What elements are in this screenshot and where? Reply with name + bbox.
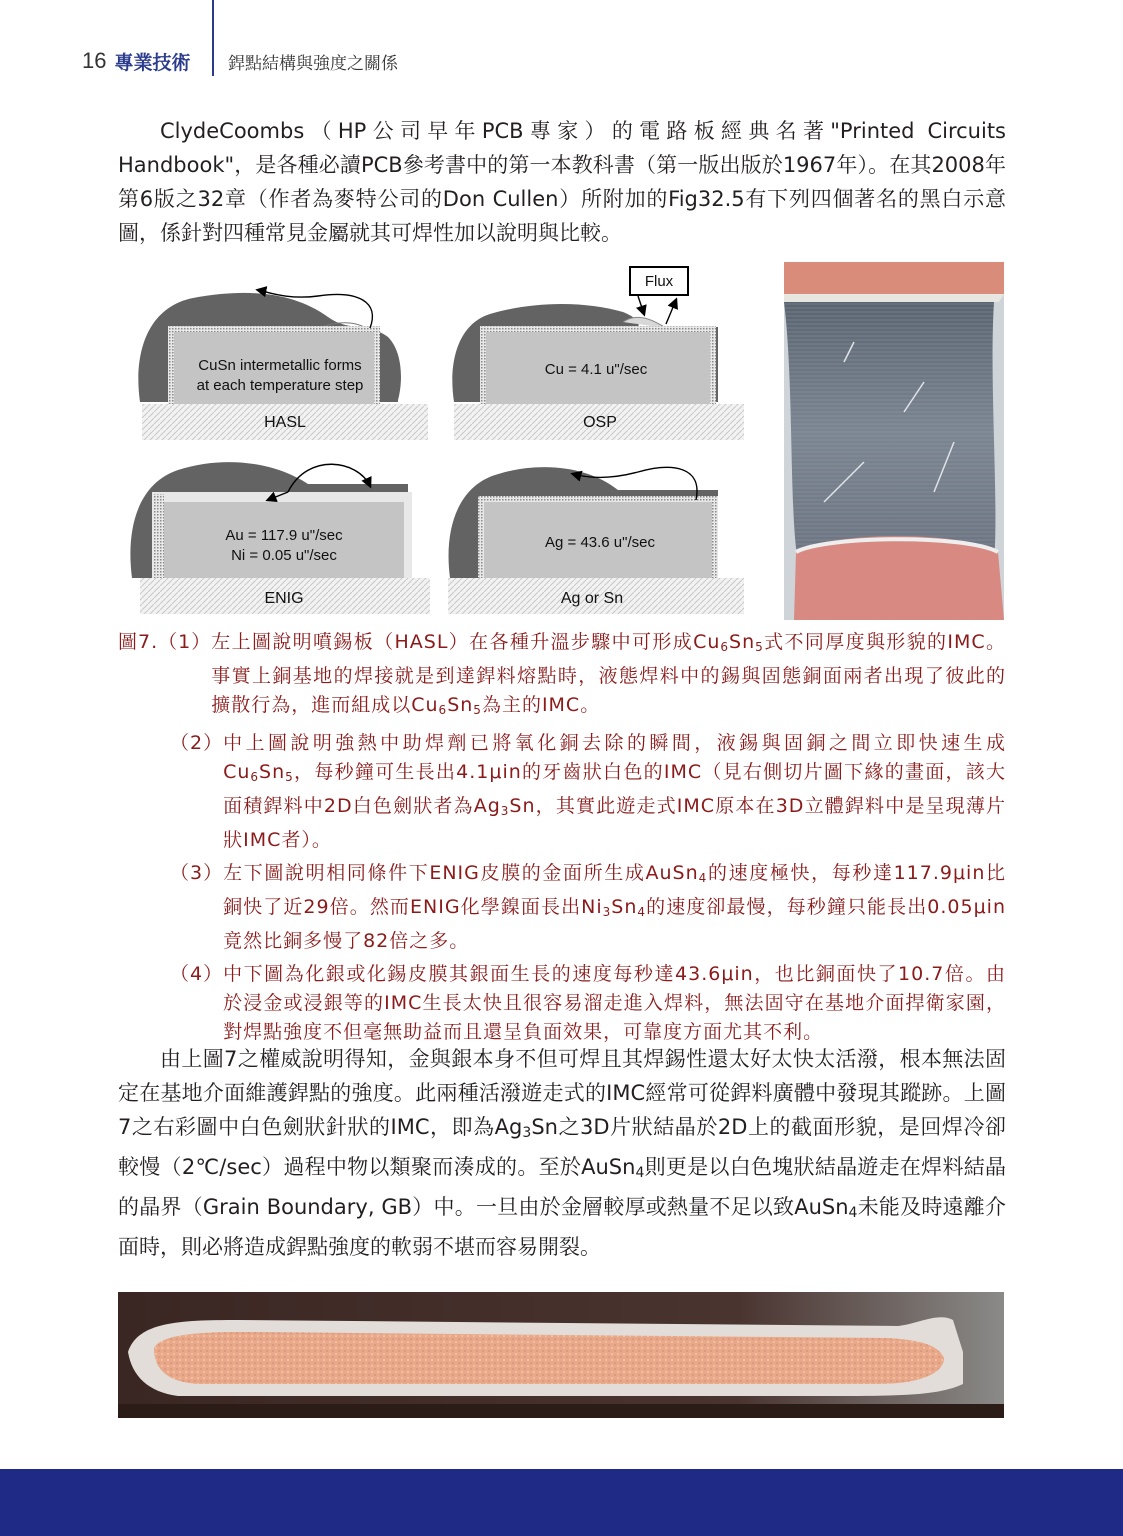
footer-bar xyxy=(0,1469,1123,1536)
subscript: 6 xyxy=(250,770,260,784)
caption-item-2-text: 中上圖說明強熱中助焊劑已將氧化銅去除的瞬間，液錫與固銅之間立即快速生成$Cu_6Sn_5$，每秒鐘可生長出4.1μin的牙齒狀白色的IMC（見右側切片圖下緣的畫面，該大面積銲料中2D白色劍狀者為$Ag_3Sn$，其實此遊走式IMC原本在3D立體銲料中是呈現薄片狀IMC者）。 xyxy=(223,732,1006,851)
caption-item-4-number: （4） xyxy=(170,963,224,985)
caption-item-4-text: 中下圖為化銀或化錫皮膜其銀面生長的速度每秒達43.6μin，也比銅面快了10.7倍。由於浸金或浸銀等的IMC生長太快且很容易溜走進入焊料，無法固守在基地介面捍衛家園，對焊點強度不但毫無助益而且還呈負面效果，可靠度方面尤其不利。 xyxy=(223,963,1006,1043)
cross-section-micrograph xyxy=(784,262,1004,620)
panel-enig-text-1: Au = 117.9 u"/sec xyxy=(225,527,343,544)
caption-item-2 xyxy=(118,729,1006,855)
panel-enig-text-2: Ni = 0.05 u"/sec xyxy=(231,547,337,564)
panel-ag-sn-text-1: Ag = 43.6 u"/sec xyxy=(545,534,655,551)
subscript: 3 xyxy=(602,905,612,919)
panel-osp-label: OSP xyxy=(583,414,617,431)
subscript: 4 xyxy=(698,871,708,885)
caption-item-3-number: （3） xyxy=(170,862,224,884)
panel-hasl-text-1: CuSn intermetallic forms xyxy=(198,357,362,374)
subscript: 5 xyxy=(755,640,764,654)
panel-osp-text-1: Cu = 4.1 u"/sec xyxy=(544,361,648,378)
subscript: 6 xyxy=(438,703,448,717)
subscript: 5 xyxy=(285,770,294,784)
panel-ag-sn-label: Ag or Sn xyxy=(560,590,624,607)
panel-hasl-label: HASL xyxy=(264,414,306,431)
caption-figure-label: 圖7.（1） xyxy=(118,631,212,653)
caption-item-1-text: 左上圖說明噴錫板（HASL）在各種升溫步驟中可形成$Cu_6Sn_5$式不同厚度與形貌的IMC。事實上銅基地的焊接就是到達銲料熔點時，液態焊料中的錫與固態銅面兩者出現了彼此的擴散行為，進而組成以$Cu_6Sn_5$為主的IMC。 xyxy=(211,631,1006,717)
caption-item-1 xyxy=(118,628,1006,725)
article-title: 銲點結構與強度之關係 xyxy=(228,53,398,74)
flux-callout-label: Flux xyxy=(644,273,674,290)
panel-enig-label: ENIG xyxy=(264,590,304,607)
solderability-diagram xyxy=(118,262,782,622)
subscript: 6 xyxy=(720,640,730,654)
panel-ag-sn xyxy=(448,467,744,614)
panel-enig xyxy=(130,462,430,614)
subscript: 5 xyxy=(473,703,482,717)
panel-hasl xyxy=(138,290,428,440)
panel-hasl-text-2: at each temperature step xyxy=(196,377,364,394)
section-name: 專業技術 xyxy=(114,51,191,74)
subscript: 4 xyxy=(635,1165,645,1181)
caption-item-2-number: （2） xyxy=(170,732,224,754)
subscript: 3 xyxy=(500,804,510,818)
subscript: 4 xyxy=(848,1205,858,1221)
panel-osp xyxy=(452,267,744,440)
caption-item-4 xyxy=(118,960,1006,1047)
header-divider xyxy=(212,0,214,76)
caption-item-3-text: 左下圖說明相同條件下ENIG皮膜的金面所生成AuSn$_4$的速度極快，每秒達117.9μin比銅快了近29倍。然而ENIG化學鎳面長出$Ni_3Sn_4$的速度卻最慢，每秒鐘只能長出0.05μin竟然比銅多慢了82倍之多。 xyxy=(223,862,1006,952)
body-paragraph: 由上圖7之權威說明得知，金與銀本身不但可焊且其焊錫性還太好太快太活潑，根本無法固定在基地介面維護銲點的強度。此兩種活潑遊走式的IMC經常可從銲料廣體中發現其蹤跡。上圖7之右彩圖中白色劍狀針狀的IMC，即為$Ag_3Sn$之3D片狀結晶於2D上的截面形貌，是回焊冷卻較慢（2℃/sec）過程中物以類聚而湊成的。至於AuSn$_4$則更是以白色塊狀結晶遊走在焊料結晶的晶界（Grain Boundary, GB）中。一旦由於金層較厚或熱量不足以致AuSn$_4$未能及時遠離介面時，則必將造成銲點強度的軟弱不堪而容易開裂。 xyxy=(118,1047,1007,1259)
subscript: 4 xyxy=(637,905,647,919)
page-number: 16 xyxy=(82,48,107,73)
figure-caption xyxy=(118,628,1006,1051)
intro-paragraph: ClydeCoombs（HP公司早年PCB專家）的電路板經典名著"Printed Circuits Handbook"，是各種必讀PCB參考書中的第一本教科書（第一版出版於1967年）。在其2008年第6版之32章（作者為麥特公司的Don Cullen）所附加的Fig32.5有下列四個著名的黑白示意圖，係針對四種常見金屬就其可焊性加以說明與比較。 xyxy=(118,119,1006,245)
page-header xyxy=(82,44,191,78)
pad-cross-section-photo xyxy=(118,1292,1004,1418)
subscript: 3 xyxy=(522,1125,532,1141)
caption-item-3 xyxy=(118,859,1006,956)
